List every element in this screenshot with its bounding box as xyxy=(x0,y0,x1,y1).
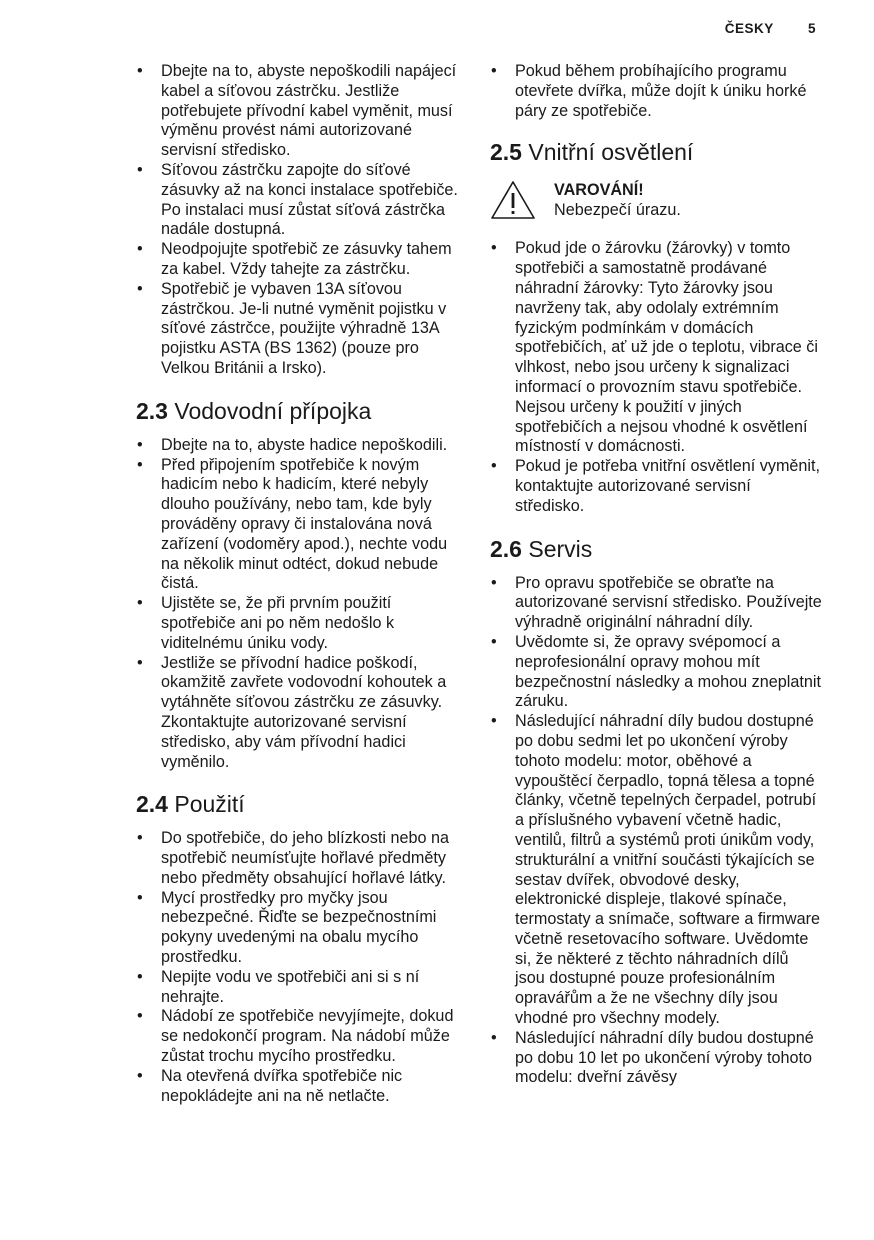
list-item: • Mycí prostředky pro myčky jsou nebezpečné. Řiďte se bezpečnostními pokyny uvedenými na obalu mycího prostředku. xyxy=(136,889,468,968)
list-item: • Na otevřená dvířka spotřebiče nic nepokládejte ani na ně netlačte. xyxy=(136,1067,468,1107)
list-item: • Pokud je potřeba vnitřní osvětlení vyměnit, kontaktujte autorizované servisní středisko. xyxy=(490,457,822,516)
list-item: • Dbejte na to, abyste nepoškodili napájecí kabel a síťovou zástrčku. Jestliže potřebujete přívodní kabel vyměnit, musí výměnu provést námi autorizované servisní středisko. xyxy=(136,62,468,161)
right-column xyxy=(490,62,822,1088)
section-number: 2.3 xyxy=(136,397,168,424)
list-item: • Spotřebič je vybaven 13A síťovou zástrčkou. Je-li nutné vyměnit pojistku v síťové zástrčce, použijte výhradně 13A pojistku ASTA (BS 1362) (pouze pro Velkou Británii a Irsko). xyxy=(136,280,468,379)
list-item: • Pro opravu spotřebiče se obraťte na autorizované servisní středisko. Používejte výhradně originální náhradní díly. xyxy=(490,574,822,633)
section-heading-2-5 xyxy=(490,138,822,166)
list-item: • Nepijte vodu ve spotřebiči ani si s ní nehrajte. xyxy=(136,968,468,1008)
warning-triangle-icon xyxy=(490,180,536,220)
section-heading-2-6 xyxy=(490,535,822,563)
list-interior-light xyxy=(490,239,822,516)
section-heading-2-4 xyxy=(136,790,468,818)
left-column xyxy=(136,62,468,1106)
list-item: • Uvědomte si, že opravy svépomocí a neprofesionální opravy mohou mít bezpečnostní následky a mohou zneplatnit záruku. xyxy=(490,633,822,712)
section-title: Vnitřní osvětlení xyxy=(528,139,694,166)
warning-message: Nebezpečí úrazu. xyxy=(554,201,681,220)
list-item: • Do spotřebiče, do jeho blízkosti nebo na spotřebič neumísťujte hořlavé předměty nebo předměty obsahující hořlavé látky. xyxy=(136,829,468,888)
list-item: • Neodpojujte spotřebič ze zásuvky tahem za kabel. Vždy tahejte za zástrčku. xyxy=(136,240,468,280)
list-item: • Nádobí ze spotřebiče nevyjímejte, dokud se nedokončí program. Na nádobí může zůstat trochu mycího prostředku. xyxy=(136,1007,468,1066)
list-service xyxy=(490,574,822,1089)
section-number: 2.4 xyxy=(136,791,168,818)
list-item: • Dbejte na to, abyste hadice nepoškodili. xyxy=(136,436,468,456)
warning-title: VAROVÁNÍ! xyxy=(554,181,644,200)
list-item: • Před připojením spotřebiče k novým hadicím nebo k hadicím, které nebyly dlouho používány, nebo tam, kde byly prováděny opravy či instalována nová zařízení (vodoměry apod.), nechte vodu na několik minut odtéct, dokud nebude čistá. xyxy=(136,456,468,595)
list-item: • Ujistěte se, že při prvním použití spotřebiče ani po něm nedošlo k viditelnému úniku vody. xyxy=(136,594,468,653)
list-item: • Následující náhradní díly budou dostupné po dobu sedmi let po ukončení výroby tohoto modelu: motor, oběhové a vypouštěcí čerpadlo, topná tělesa a topné články, včetně tepelných čerpadel, potrubí a příslušného vybavení včetně hadic, ventilů, filtrů a systémů proti únikům vody, strukturální a vnitřní součásti týkajících se sestav dvířek, obvodové desky, elektronické displeje, tlakové spínače, termostaty a snímače, software a firmware včetně resetovacího software. Uvědomte si, že některé z těchto náhradních dílů jsou dostupné pouze profesionálním opravářům a že ne všechny díly jsou vhodné pro všechny modely. xyxy=(490,712,822,1029)
section-number: 2.5 xyxy=(490,139,522,166)
warning-box xyxy=(490,180,822,220)
list-item: • Síťovou zástrčku zapojte do síťové zásuvky až na konci instalace spotřebiče. Po instalaci musí zůstat síťová zástrčka nadále dostupná. xyxy=(136,161,468,240)
section-number: 2.6 xyxy=(490,535,522,562)
list-water-connection xyxy=(136,436,468,773)
language-label: ČESKY xyxy=(724,21,774,36)
intro-list-left xyxy=(136,62,468,379)
section-title: Servis xyxy=(528,535,593,562)
list-item: • Pokud během probíhajícího programu otevřete dvířka, může dojít k úniku horké páry ze spotřebiče. xyxy=(490,62,822,121)
page-number: 5 xyxy=(807,21,816,36)
section-title: Použití xyxy=(174,791,245,818)
intro-list-right xyxy=(490,62,822,121)
list-item: • Pokud jde o žárovku (žárovky) v tomto spotřebiči a samostatně prodávané náhradní žárovky: Tyto žárovky jsou navrženy tak, aby odolaly extrémním fyzickým podmínkám v domácích spotřebičích, ať už jde o teplotu, vibrace či vlhkost, nebo jsou určeny k signalizaci informací o provozním stavu spotřebiče. Nejsou určeny k použití v jiných spotřebičích a nejsou vhodné k osvětlení místností v domácnosti. xyxy=(490,239,822,457)
section-title: Vodovodní přípojka xyxy=(174,397,372,424)
list-item: • Jestliže se přívodní hadice poškodí, okamžitě zavřete vodovodní kohoutek a vytáhněte síťovou zástrčku ze zásuvky. Zkontaktujte autorizované servisní středisko, aby vám přívodní hadici vyměnilo. xyxy=(136,654,468,773)
list-usage xyxy=(136,829,468,1106)
list-item: • Následující náhradní díly budou dostupné po dobu 10 let po ukončení výroby tohoto modelu: dveřní závěsy xyxy=(490,1029,822,1088)
warning-text-block xyxy=(554,180,681,220)
page-header xyxy=(725,21,816,36)
section-heading-2-3 xyxy=(136,397,468,425)
